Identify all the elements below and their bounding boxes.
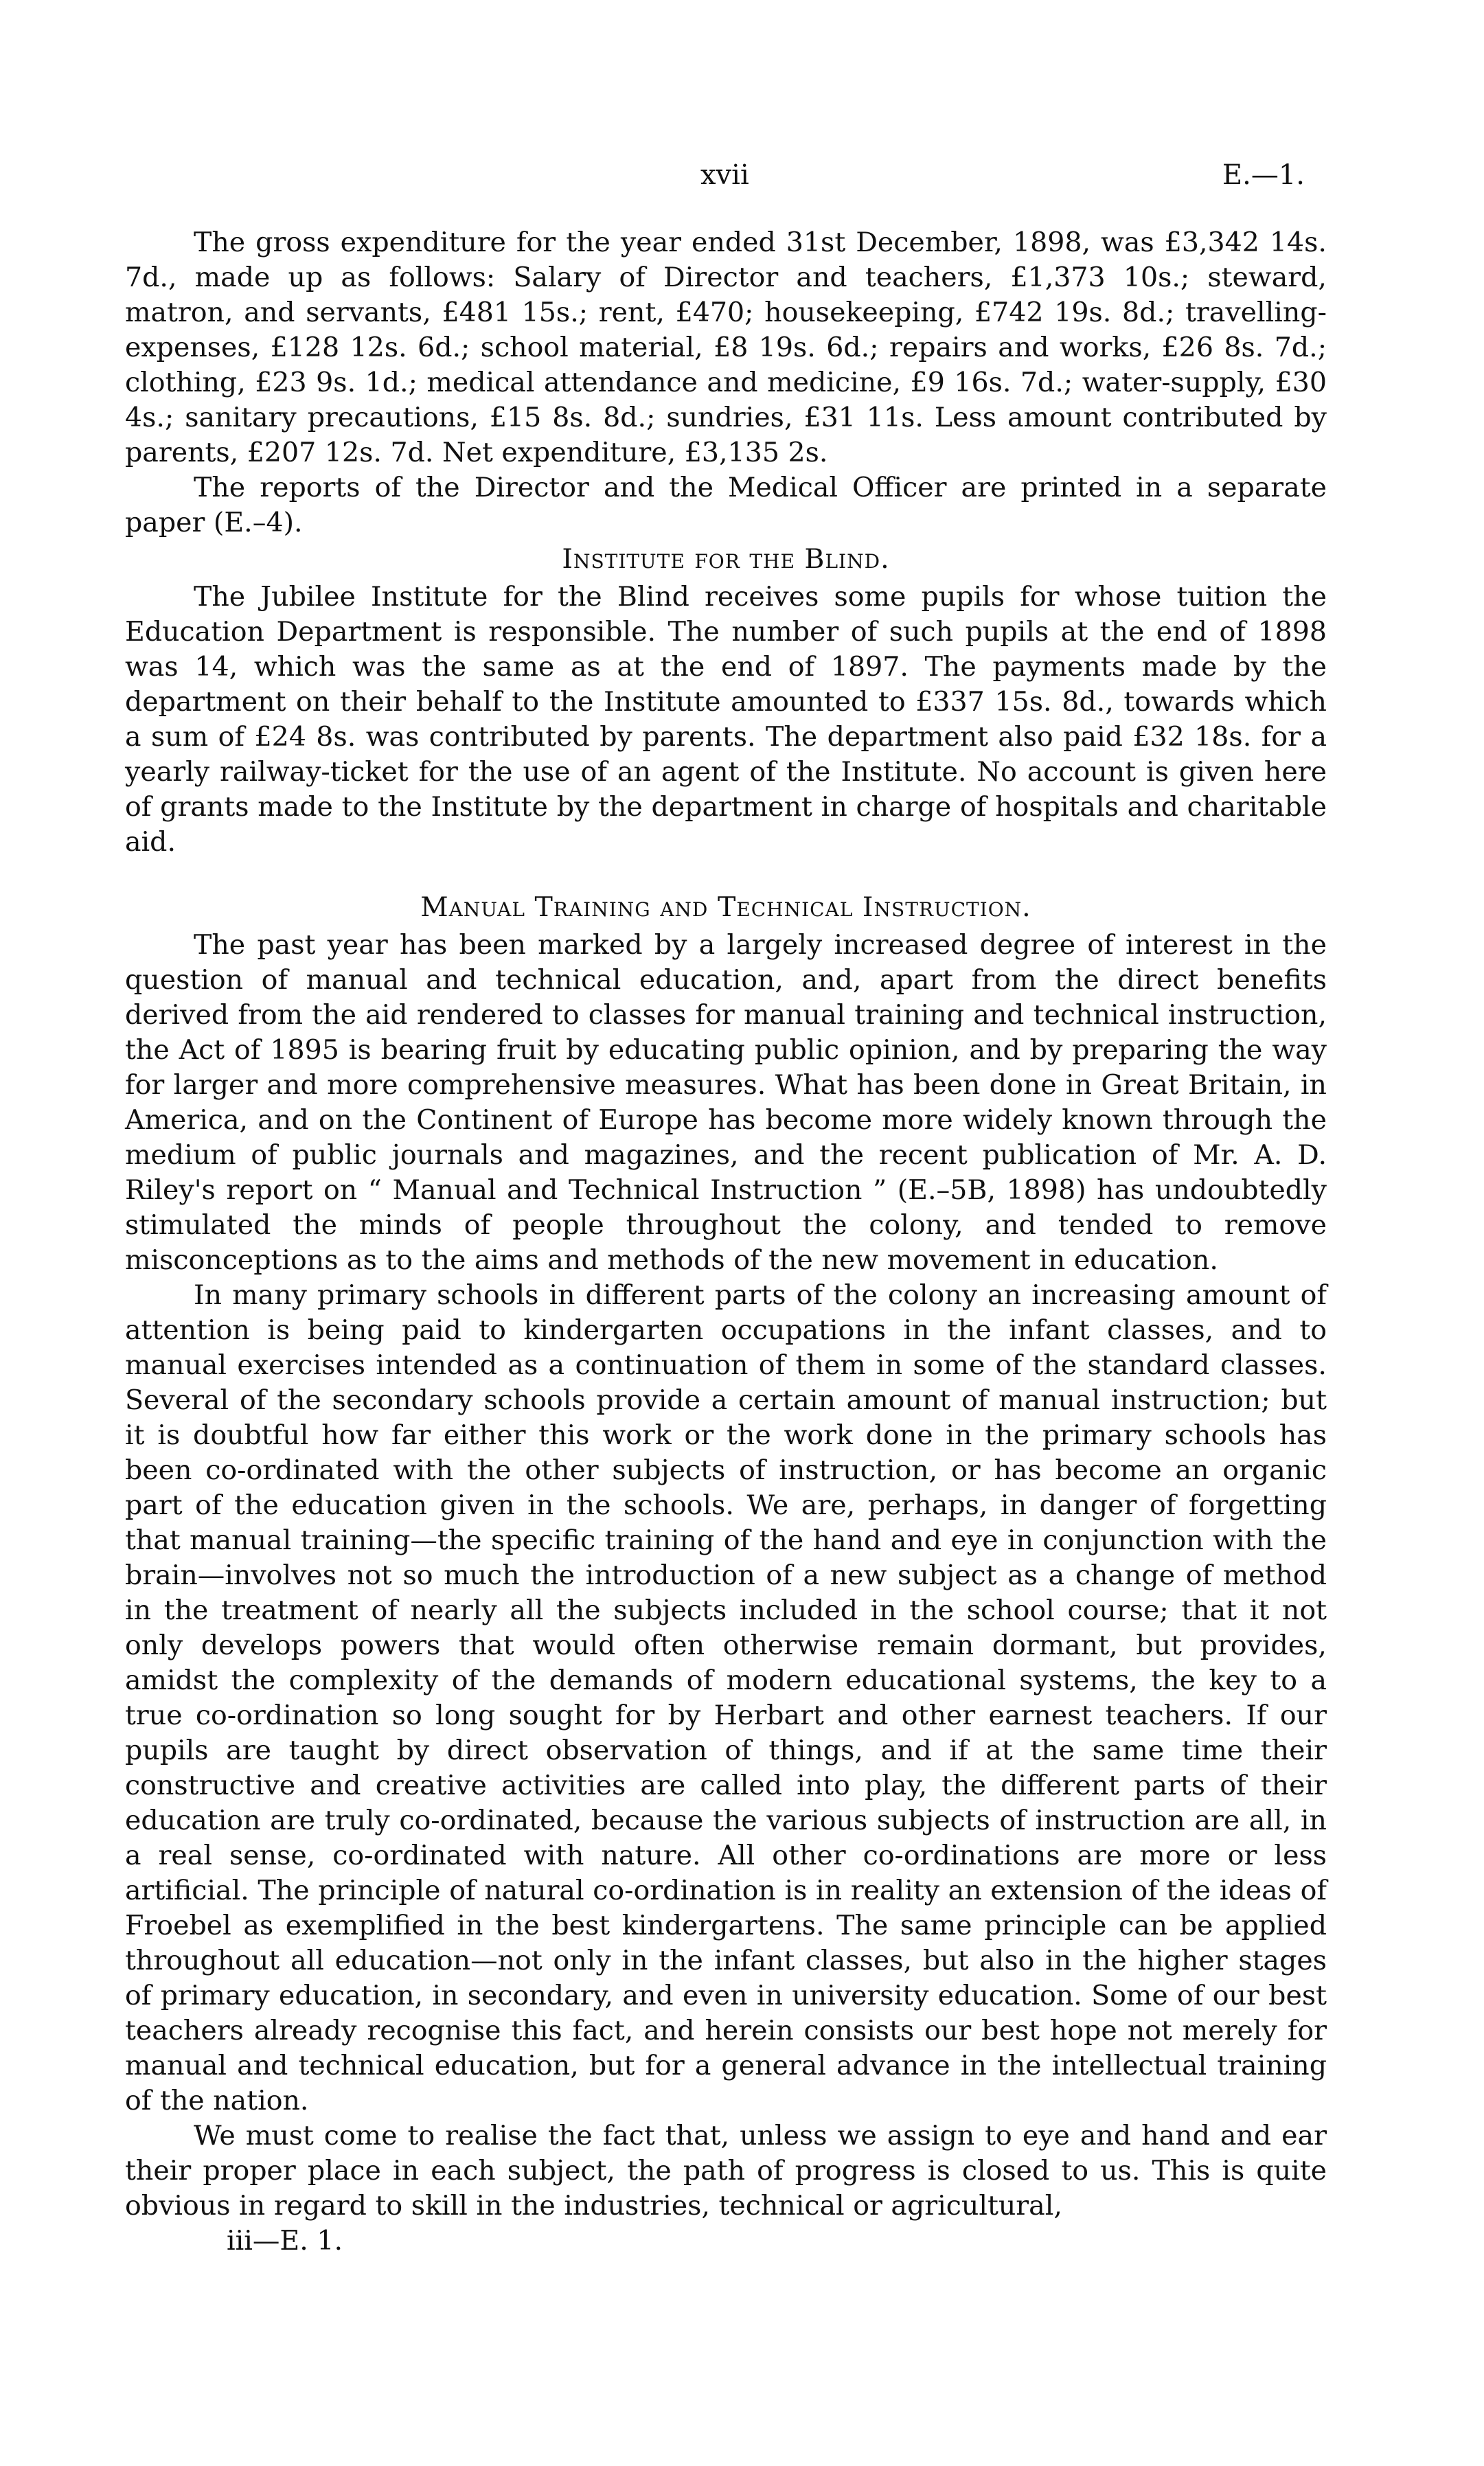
section-heading-manual-training: Manual Training and Technical Instruction. [420, 891, 1031, 923]
page-number: xvii [700, 159, 749, 191]
signature-mark: iii—E. 1. [227, 2225, 343, 2257]
page-body [125, 225, 1327, 2259]
paragraph-manual-3: We must come to realise the fact that, unless we assign to eye and hand and ear their proper place in each subject, the path of progress is closed to us. This is quite obvious in regard to skill in the industries, technical or agricultural, [125, 2120, 1327, 2222]
paragraph-expenditure: The gross expenditure for the year ended 31st December, 1898, was £3,342 14s. 7d., made up as follows: Salary of Director and teachers, £1,373 10s.; steward, matron, and servants, £481 15s.; rent, £470; housekeeping, £742 19s. 8d.; travelling-expenses, £128 12s. 6d.; school material, £8 19s. 6d.; repairs and works, £26 8s. 7d.; clothing, £23 9s. 1d.; medical attendance and medicine, £9 16s. 7d.; water-supply, £30 4s.; sanitary precautions, £15 8s. 8d.; sundries, £31 11s. Less amount contributed by parents, £207 12s. 7d. Net expenditure, £3,135 2s. [125, 227, 1327, 468]
section-heading-blind: Institute for the Blind. [562, 543, 890, 575]
page-header [700, 159, 1305, 201]
paragraph-blind: The Jubilee Institute for the Blind receives some pupils for whose tuition the Education Department is responsible. The number of such pupils at the end of 1898 was 14, which was the same as at the end of 1897. The payments made by the department on their behalf to the Institute amounted to £337 15s. 8d., towards which a sum of £24 8s. was contributed by parents. The department also paid £32 18s. for a yearly railway-ticket for the use of an agent of the Institute. No account is given here of grants made to the Institute by the department in charge of hospitals and charitable aid. [125, 581, 1327, 858]
document-code: E.—1. [1222, 159, 1305, 191]
paragraph-manual-2: In many primary schools in different parts of the colony an increasing amount of attention is being paid to kindergarten occupations in the infant classes, and to manual exercises intended as a continuation of them in some of the standard classes. Several of the secondary schools provide a certain amount of manual instruction; but it is doubtful how far either this work or the work done in the primary schools has been co-ordinated with the other subjects of instruction, or has become an organic part of the education given in the schools. We are, perhaps, in danger of forgetting that manual training—the specific training of the hand and eye in conjunction with the brain—involves not so much the introduction of a new subject as a change of method in the treatment of nearly all the subjects included in the school course; that it not only develops powers that would often otherwise remain dormant, but provides, amidst the complexity of the demands of modern educational systems, the key to a true co-ordination so long sought for by Herbart and other earnest teachers. If our pupils are taught by direct observation of things, and if at the same time their constructive and creative activities are called into play, the different parts of their education are truly co-ordinated, because the various subjects of instruction are all, in a real sense, co-ordinated with nature. All other co-ordinations are more or less artificial. The principle of natural co-ordination is in reality an extension of the ideas of Froebel as exemplified in the best kindergartens. The same principle can be applied throughout all education—not only in the infant classes, but also in the higher stages of primary education, in secondary, and even in university education. Some of our best teachers already recognise this fact, and herein consists our best hope not merely for manual and technical education, but for a general advance in the intellectual training of the nation. [125, 1279, 1327, 2116]
paragraph-manual-1: The past year has been marked by a largely increased degree of interest in the question of manual and technical education, and, apart from the direct benefits derived from the aid rendered to classes for manual training and technical instruction, the Act of 1895 is bearing fruit by educating public opinion, and by preparing the way for larger and more comprehensive measures. What has been done in Great Britain, in America, and on the Continent of Europe has become more widely known through the medium of public journals and magazines, and the recent publication of Mr. A. D. Riley's report on “ Manual and Technical Instruction ” (E.–5B, 1898) has undoubtedly stimulated the minds of people throughout the colony, and tended to remove misconceptions as to the aims and methods of the new movement in education. [125, 929, 1327, 1276]
paragraph-reports: The reports of the Director and the Medical Officer are printed in a separate paper (E.–4). [125, 472, 1327, 538]
